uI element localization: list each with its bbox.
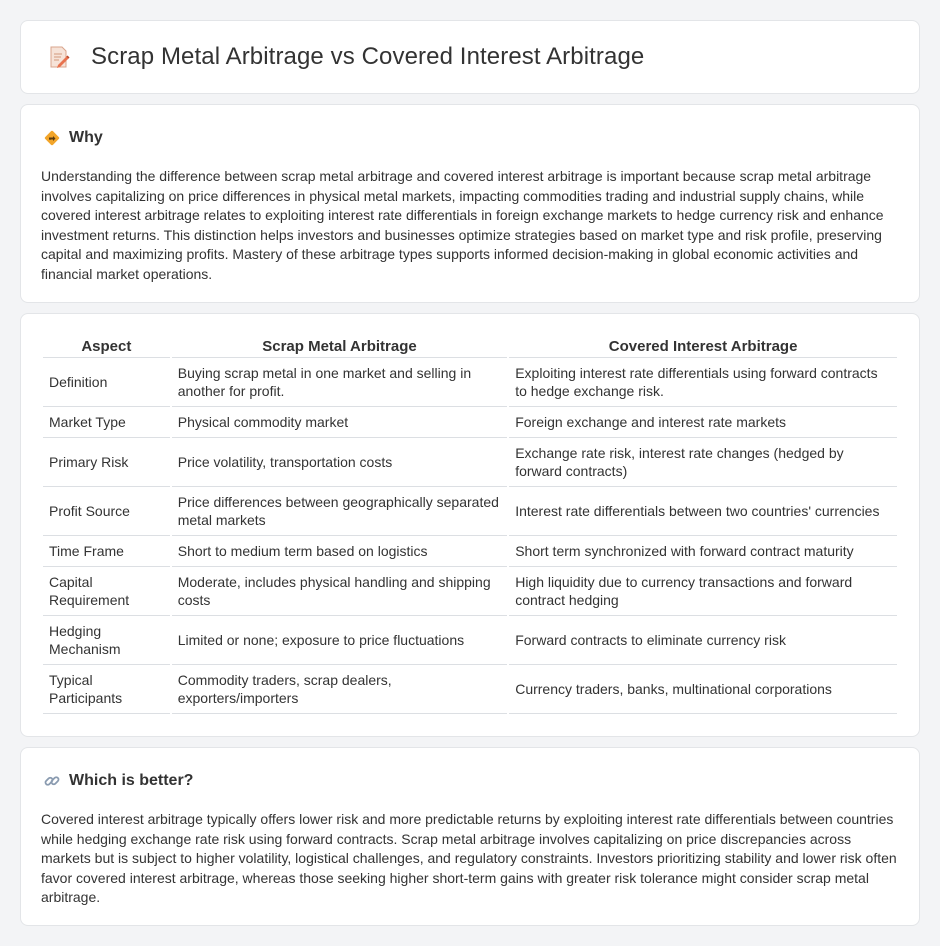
row-scrap-value: Limited or none; exposure to price fluctuations <box>172 616 507 665</box>
row-covered-value: Short term synchronized with forward contract maturity <box>509 536 897 567</box>
table-row <box>43 536 897 567</box>
row-scrap-value: Price volatility, transportation costs <box>172 438 507 487</box>
table-row <box>43 487 897 536</box>
link-icon <box>43 772 61 790</box>
header-covered-interest: Covered Interest Arbitrage <box>509 334 897 358</box>
page-title: Scrap Metal Arbitrage vs Covered Interest Arbitrage <box>91 43 645 70</box>
row-aspect: Capital Requirement <box>43 567 170 616</box>
header-scrap-metal: Scrap Metal Arbitrage <box>172 334 507 358</box>
why-text: Understanding the difference between scrap metal arbitrage and covered interest arbitrage is important because scrap metal arbitrage involves capitalizing on price differences in physical metal markets, impacting commodities trading and industrial supply chains, while covered interest arbitrage relates to exploiting interest rate differentials in foreign exchange markets to hedge currency risk and enhance investment returns. This distinction helps investors and businesses optimize strategies based on market type and risk profile, preserving capital and maximizing profits. Mastery of these arbitrage types supports informed decision-making in global economic activities and financial market operations. <box>41 168 884 282</box>
row-covered-value: High liquidity due to currency transactions and forward contract hedging <box>509 567 897 616</box>
row-scrap-value: Commodity traders, scrap dealers, exporters/importers <box>172 665 507 714</box>
table-row <box>43 665 897 714</box>
row-scrap-value: Price differences between geographically separated metal markets <box>172 487 507 536</box>
row-covered-value: Currency traders, banks, multinational corporations <box>509 665 897 714</box>
row-aspect: Hedging Mechanism <box>43 616 170 665</box>
comparison-table-card <box>20 313 920 737</box>
better-heading: Which is better? <box>69 772 194 789</box>
row-aspect: Profit Source <box>43 487 170 536</box>
diamond-direction-icon <box>43 129 61 147</box>
better-text: Covered interest arbitrage typically offers lower risk and more predictable returns by exploiting interest rate differentials between countries while hedging exchange rate risk using forward contracts. Scrap metal arbitrage involves capitalizing on price discrepancies across markets but is subject to higher volatility, logistical challenges, and regulatory constraints. Investors prioritizing stability and lower risk often favor covered interest arbitrage, whereas those seeking higher short-term gains with greater risk tolerance might consider scrap metal arbitrage. <box>41 811 897 906</box>
row-covered-value: Foreign exchange and interest rate markets <box>509 407 897 438</box>
row-covered-value: Exchange rate risk, interest rate changes (hedged by forward contracts) <box>509 438 897 487</box>
table-row <box>43 567 897 616</box>
why-heading: Why <box>69 129 103 146</box>
table-header-row <box>43 334 897 358</box>
header-aspect: Aspect <box>43 334 170 358</box>
row-aspect: Typical Participants <box>43 665 170 714</box>
document-pencil-icon <box>47 45 71 69</box>
row-scrap-value: Buying scrap metal in one market and selling in another for profit. <box>172 358 507 407</box>
comparison-table <box>41 334 899 714</box>
table-row <box>43 407 897 438</box>
row-aspect: Time Frame <box>43 536 170 567</box>
row-covered-value: Interest rate differentials between two countries' currencies <box>509 487 897 536</box>
row-covered-value: Forward contracts to eliminate currency risk <box>509 616 897 665</box>
row-covered-value: Exploiting interest rate differentials using forward contracts to hedge exchange risk. <box>509 358 897 407</box>
row-aspect: Definition <box>43 358 170 407</box>
which-is-better-section <box>20 747 920 926</box>
table-row <box>43 616 897 665</box>
table-row <box>43 438 897 487</box>
row-scrap-value: Short to medium term based on logistics <box>172 536 507 567</box>
title-card <box>20 20 920 94</box>
row-scrap-value: Physical commodity market <box>172 407 507 438</box>
table-row <box>43 358 897 407</box>
row-scrap-value: Moderate, includes physical handling and shipping costs <box>172 567 507 616</box>
row-aspect: Primary Risk <box>43 438 170 487</box>
why-section <box>20 104 920 303</box>
row-aspect: Market Type <box>43 407 170 438</box>
